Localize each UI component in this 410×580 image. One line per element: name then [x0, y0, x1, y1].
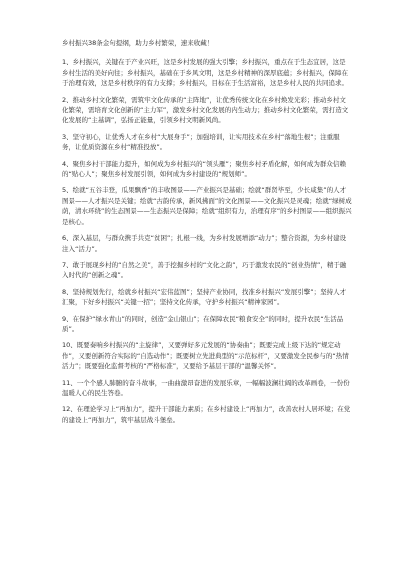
paragraph-11: 11、一个个感人肺腑的奋斗故事，一曲曲激昂奋进的发展乐章，一幅幅波澜壮阔的改革画卷，一份份温暖人心的民生答卷。: [62, 378, 350, 397]
document-title: 乡村振兴38条金句提纲，助力乡村繁荣，速来收藏！: [62, 39, 214, 47]
paragraph-10: 10、既要奏响乡村振兴的“主旋律”，又要弹好多元发展的“协奏曲”；既要完成上级下达的“规定动作”，又要创新符合实际的“自选动作”；既要树立先进典型的“示范标杆”，又要激发全民参与的“热情活力”；既要强化监督考核的“严格标准”，又要给予基层干部的“温馨关怀”。: [62, 341, 349, 371]
paragraph-6: 6、深入基层，与群众携手共克“贫困”；扎根一线，为乡村发展增添“动力”；整合资源，为乡村建设注入“活力”。: [62, 234, 347, 253]
paragraph-9: 9、在保护“绿水青山”的同时，创造“金山银山”；在保障农民“粮食安全”的同时，提升农民“生活品质”。: [62, 314, 344, 333]
paragraph-4: 4、聚焦乡村干部能力提升，如何成为乡村振兴的“领头雁”；聚焦乡村矛盾化解，如何成为群众信赖的“贴心人”；聚焦乡村发展引领，如何成为乡村建设的“规划师”。: [62, 159, 346, 179]
paragraph-12: 12、在理论学习上“再加力”，提升干部能力素质；在乡村建设上“再加力”，改善农村人居环境；在党的建设上“再加力”，筑牢基层战斗堡垒。: [62, 405, 351, 424]
paragraph-2: 2、推动乡村文化繁荣，需筑牢文化传承的“主阵地”，让优秀传统文化在乡村焕发光彩；推动乡村文化繁荣，需培育文化创新的“主力军”，激发乡村文化发展的内生动力；推动乡村文化繁荣，需打造文化发展的“主基调”，弘扬正能量，引领乡村文明新风尚。: [62, 95, 349, 125]
paragraph-7: 7、敢于展现乡村的“自然之美”，善于挖掘乡村的“文化之韵”，巧于激发农民的“创业热情”，精于融入时代的“创新之魂”。: [62, 260, 347, 280]
paragraph-8: 8、坚持规划先行，绘就乡村振兴“宏伟蓝图”；坚持产业协同，找准乡村振兴“发展引擎”；坚持人才汇聚，下好乡村振兴“关键一招”；坚持文化传承，守护乡村振兴“精神家园”。: [62, 287, 347, 307]
paragraph-5: 5、绘就“五谷丰登，瓜果飘香”的丰收图景——产业振兴是基础；绘就“群贤毕至，少长咸集”的人才图景——人才振兴是关键；绘就“古韵传承，新风拂面”的文化图景——文化振兴是灵魂；绘就“绿树成荫，清水环绕”的生态图景——生态振兴是保障；绘就“组织有力，治理有序”的乡村图景——组织振兴是核心。: [62, 186, 352, 226]
paragraph-3: 3、坚守初心，让优秀人才在乡村“大展身手”；加强培训，让实用技术在乡村“落地生根”；注重服务，让优质资源在乡村“精准投放”。: [62, 132, 340, 152]
paragraph-1: 1、乡村振兴，关键在于产业兴旺，这是乡村发展的强大引擎；乡村振兴，重点在于生态宜居，这是乡村生活的美好向往；乡村振兴，基础在于乡风文明，这是乡村精神的深厚底蕴；乡村振兴，保障在于治理有效，这是乡村秩序的有力支撑；乡村振兴，目标在于生活富裕，这是乡村人民的共同追求。: [62, 58, 348, 88]
